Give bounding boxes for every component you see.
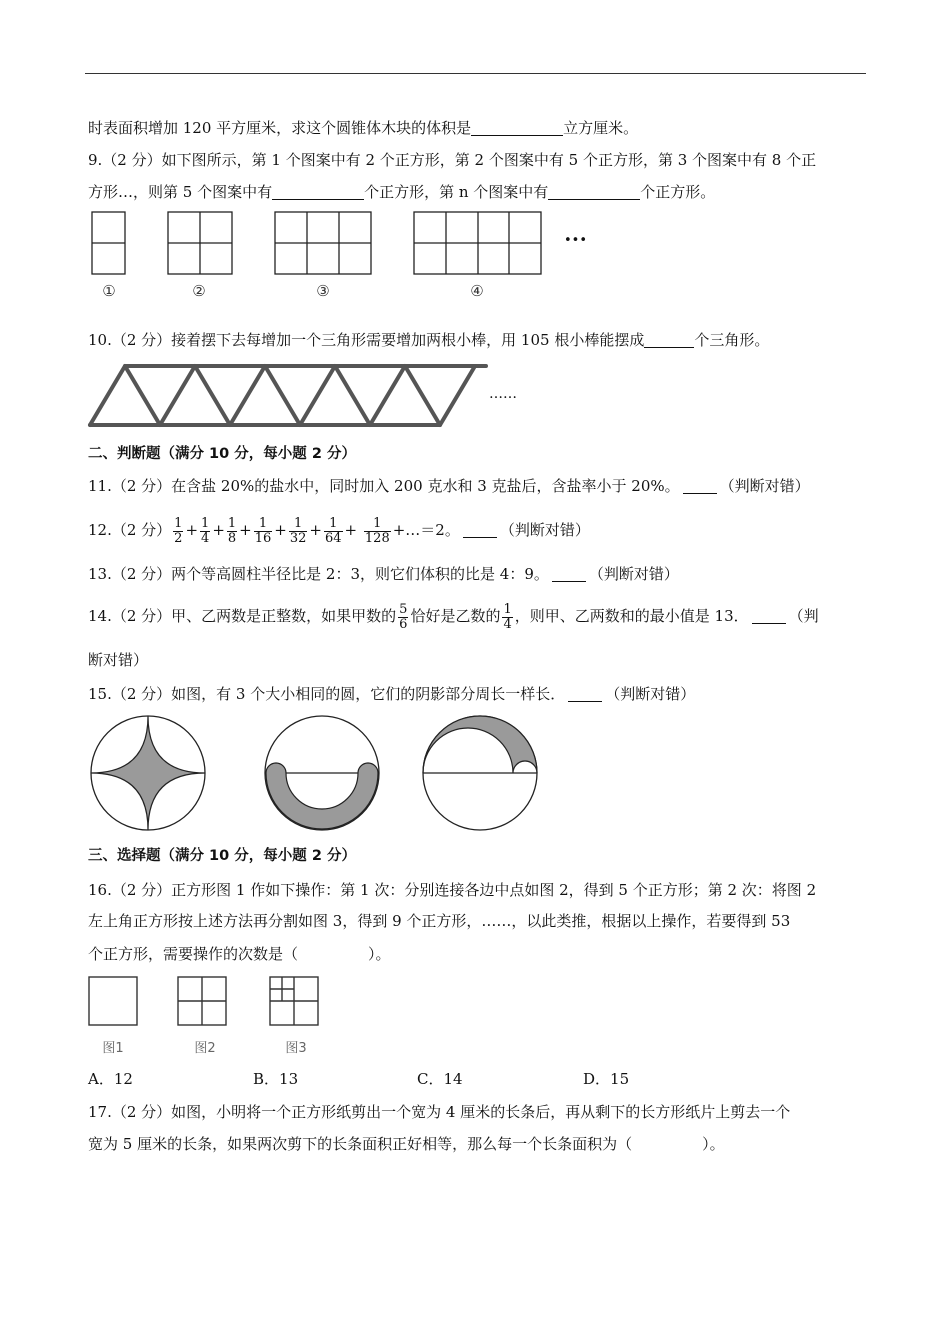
q9-label-1: ① — [102, 282, 116, 300]
q15-line: 15.（2 分）如图，有 3 个大小相同的圆，它们的阴影部分周长一样长． （判断对错） — [88, 685, 696, 703]
q14-line2: 断对错） — [88, 651, 149, 669]
q8-text: 时表面积增加 120 平方厘米，求这个圆锥体木块的体积是 — [88, 119, 472, 137]
q16-line1: 16.（2 分）正方形图 1 作如下操作：第 1 次：分别连接各边中点如图 2，得到 5 个正方形；第 2 次：将图 2 — [88, 881, 817, 899]
q16-option-d[interactable]: D．15 — [583, 1070, 630, 1088]
q17-line1: 17.（2 分）如图，小明将一个正方形纸剪出一个宽为 4 厘米的长条后，再从剩下的长方形纸片上剪去一个 — [88, 1103, 791, 1121]
q16-line3: 个正方形，需要操作的次数是（ ）。 — [88, 945, 391, 963]
q9-line2: 方形…，则第 5 个图案中有 个正方形，第 n 个图案中有 个正方形。 — [88, 183, 716, 201]
q9-label-2: ② — [192, 282, 206, 300]
q12-frac-4: $\frac{1}{16}$ — [254, 515, 272, 546]
q16-fig-label-2: 图2 — [194, 1041, 216, 1056]
q11-line: 11.（2 分）在含盐 20%的盐水中，同时加入 200 克水和 3 克盐后，含盐率小于 20%。 （判断对错） — [88, 477, 810, 495]
q12-frac-3: $\frac{1}{8}$ — [227, 515, 237, 546]
q10-ellipsis: …… — [489, 386, 517, 402]
q12-line: 12.（2 分） $\frac{1}{2}$ + $\frac{1}{4}$ + $\frac{1}{8}$ + $\frac{1}{16}$ + $\frac{1}{32}$ + $\frac{1}{64}$ + $\frac{1}{128}$ +…＝2。 （判断对错） — [88, 515, 590, 546]
q16-fig-2 — [178, 977, 226, 1025]
q8-text-end: 立方厘米。 — [563, 119, 639, 137]
q16-fig-3 — [270, 977, 318, 1025]
q17-line2: 宽为 5 厘米的长条，如果两次剪下的长条面积正好相等，那么每一个长条面积为（ ）。 — [88, 1135, 725, 1153]
q16-line2: 左上角正方形按上述方法再分割如图 3，得到 9 个正方形，……，以此类推，根据以上操作，若要得到 53 — [88, 912, 791, 930]
q12-frac-7: $\frac{1}{128}$ — [364, 515, 390, 546]
q14-line1: 14.（2 分）甲、乙两数是正整数，如果甲数的 $\frac{5}{6}$ 恰好是乙数的 $\frac{1}{4}$ ，则甲、乙两数和的最小值是 13． （判 — [88, 601, 819, 632]
q9-ellipsis: ••• — [564, 233, 588, 248]
q9-label-3: ③ — [316, 282, 330, 300]
q9-line1: 9.（2 分）如下图所示，第 1 个图案中有 2 个正方形，第 2 个图案中有 5 个正方形，第 3 个图案中有 8 个正 — [88, 151, 817, 169]
q12-frac-6: $\frac{1}{64}$ — [325, 515, 342, 546]
q16-fig-1 — [89, 977, 137, 1025]
q16-option-a[interactable]: A．12 — [88, 1070, 133, 1088]
q9-label-4: ④ — [470, 282, 484, 300]
q12-frac-2: $\frac{1}{4}$ — [201, 515, 210, 546]
q14-frac-2: $\frac{1}{4}$ — [503, 601, 512, 632]
q13-line: 13.（2 分）两个等高圆柱半径比是 2：3，则它们体积的比是 4：9。 （判断对错） — [88, 565, 679, 583]
q12-frac-5: $\frac{1}{32}$ — [289, 515, 307, 546]
q12-frac-1: $\frac{1}{2}$ — [174, 515, 183, 546]
q16-fig-label-1: 图1 — [102, 1041, 124, 1056]
q14-frac-1: $\frac{5}{6}$ — [399, 601, 408, 632]
q16-option-b[interactable]: B．13 — [253, 1070, 299, 1088]
q16-fig-label-3: 图3 — [285, 1041, 307, 1056]
section3-heading: 三、选择题（满分 10 分，每小题 2 分） — [88, 848, 356, 864]
q16-option-c[interactable]: C．14 — [417, 1070, 463, 1088]
section2-heading: 二、判断题（满分 10 分，每小题 2 分） — [88, 446, 356, 462]
q10-line: 10.（2 分）接着摆下去每增加一个三角形需要增加两根小棒，用 105 根小棒能摆成 个三角形。 — [88, 331, 770, 349]
